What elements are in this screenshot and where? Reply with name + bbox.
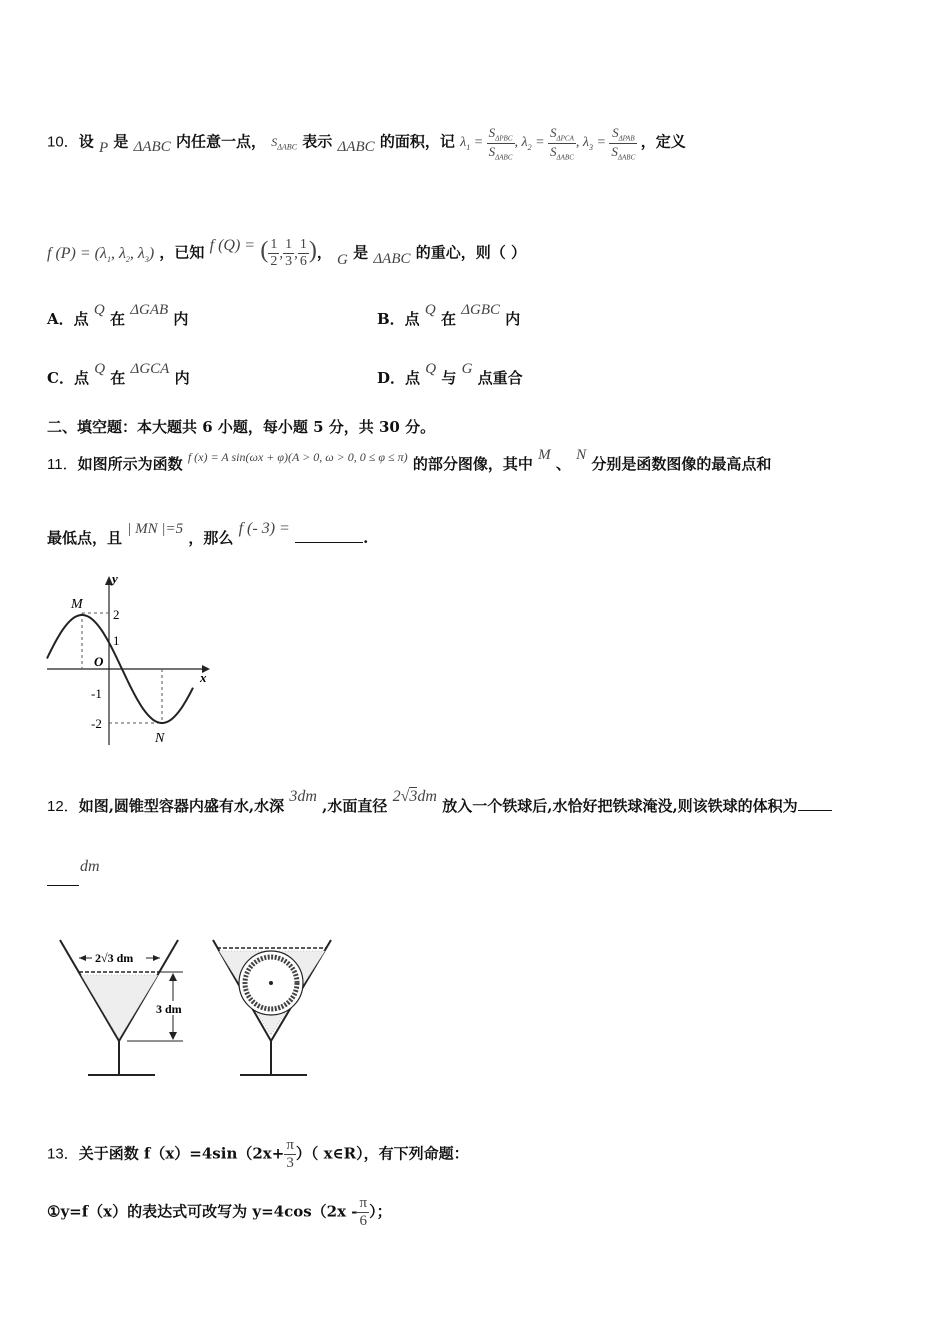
q13-item1: ①y=f（x）的表达式可改写为 y=4cos（2x - $\frac{\pi}{6}$ ）； — [47, 1195, 392, 1229]
m-label: M — [71, 597, 83, 612]
section-heading: 二、填空题：本大题共 6 小题，每小题 5 分，共 30 分。 — [47, 418, 436, 436]
q13-line1: 13．关于函数 f（x）=4sin（2x+ $\frac{\pi}{3}$ ）（ x∈R），有下列命题： — [47, 1137, 469, 1171]
cone-with-ball — [213, 940, 331, 1075]
point-p: P — [98, 140, 109, 157]
option-b[interactable]: B．点 Q 在 ΔGBC 内 — [377, 302, 521, 328]
lambda-definitions: $\lambda_1$ = $\frac{S_{\Delta PBC}}{S_{\Delta ABC}}$ , $\lambda_2$ = $\frac{S_{\Delta PCA}}{S_{\Delta ABC}}$ , $\lambda_3$ = $\frac{S_{\Delta PAB}}{S_{\Delta ABC}}$ — [460, 125, 636, 162]
origin-label: O — [94, 654, 104, 669]
q10-line2: f $(P) = (\lambda_1$, $\lambda_2$, $\lambda_3$) ，已知 f (Q) = ( $\frac{1}{2}$ , $\frac{1}{3}$ , $\frac{1}{6}$ )， G 是 ΔABC 的重心，则（ ） — [47, 236, 526, 269]
q11-sine-graph — [45, 570, 215, 750]
q13-number: 13． — [47, 1145, 79, 1163]
q11-line1: 11．如图所示为函数 $^{f (x) = A sin(\omega x + \varphi)(A > 0, \omega > 0, 0 \le \varphi \le \pi)}$ 的部分图像，其中 M 、 N 分别是函数图像的最高点和 — [47, 447, 772, 473]
f-of-q: f (Q) = — [209, 236, 256, 254]
q10-number: 10． — [47, 133, 79, 151]
cone-with-water — [60, 940, 189, 1075]
diameter-label: 2√3 dm — [95, 951, 134, 965]
y-label: y — [112, 571, 118, 586]
q12-answer-blank[interactable] — [798, 810, 832, 811]
q12-number: 12． — [47, 798, 79, 815]
q11-number: 11． — [47, 456, 78, 473]
n-label: N — [155, 731, 165, 746]
q11-function: f (x) = A sin(ωx + φ)(A > 0, ω > 0, 0 ≤ φ ≤ π) — [187, 450, 408, 464]
q12-blank-continuation — [47, 885, 79, 886]
tick-neg2: -2 — [91, 716, 102, 731]
q12-unit: dm — [80, 858, 100, 875]
ball-center — [269, 981, 273, 985]
option-d[interactable]: D．点 Q 与 G 点重合 — [377, 361, 523, 387]
area-s-abc: $S_{\Delta ABC}$ — [271, 135, 298, 152]
option-c[interactable]: C．点 Q 在 ΔGCA 内 — [47, 361, 190, 387]
centroid-g: G — [337, 251, 348, 268]
q10-line1: 10．设 P 是 ΔABC 内任意一点， $S_{\Delta ABC}$ 表示 ΔABC 的面积，记 $\lambda_1$ = $\frac{S_{\Delta PBC}}{S_{\Delta ABC}}$ , $\lambda_2$ = $\frac{S_{\Delta PCA}}{S_{\Delta ABC}}$ , $\lambda_3$ = $\frac{S_{\Delta PAB}}{S_{\Delta ABC}}$ ，定义 — [47, 125, 686, 162]
x-label: x — [200, 670, 207, 685]
q12-line1: 12．如图,圆锥型容器内盛有水,水深 3dm ,水面直径 2√3dm 放入一个铁球后,水恰好把铁球淹没,则该铁球的体积为 — [47, 795, 832, 816]
tick-1: 1 — [113, 633, 120, 648]
q12-cone-figures — [55, 935, 345, 1080]
tick-neg1: -1 — [91, 686, 102, 701]
q11-line2: 最低点，且 | MN |=5 ，那么 f (- 3) = . — [47, 520, 369, 547]
triangle-abc: ΔABC — [133, 139, 171, 156]
tick-2: 2 — [113, 607, 120, 622]
f-of-p: f $(P) = (\lambda_1$, $\lambda_2$, $\lambda_3$) — [47, 244, 155, 264]
height-label: 3 dm — [156, 1002, 182, 1016]
q11-answer-blank[interactable] — [295, 542, 363, 543]
option-a[interactable]: A．点 Q 在 ΔGAB 内 — [47, 302, 189, 328]
